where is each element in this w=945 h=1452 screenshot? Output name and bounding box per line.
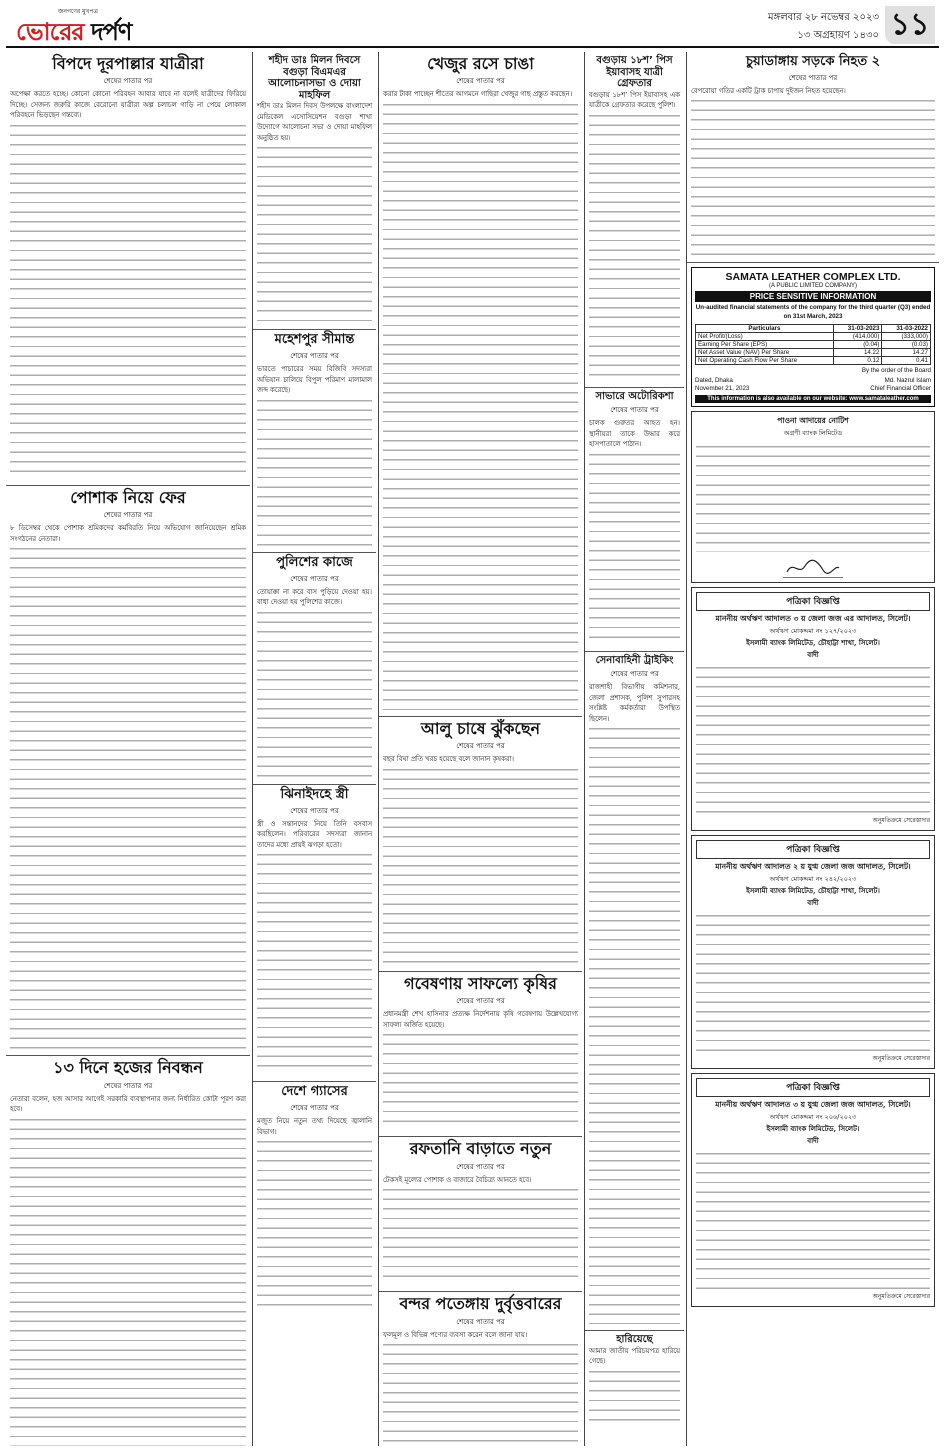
table-row	[696, 356, 931, 364]
continued-label: শেষের পাতার পর	[103, 511, 153, 520]
date-line-2: ১৩ অগ্রহায়ণ ১৪৩০	[797, 30, 879, 41]
article-jhenaidah	[253, 785, 376, 1083]
article-body-text	[383, 765, 578, 965]
article-lead: শহীদ ডাঃ মিলন দিবস উপলক্ষে বাংলাদেশ মেডিকেল এসোসিয়েশন বগুড়া শাখা উদ্যোগে আলোচনা সভা ও দোয়া মাহফিল অনুষ্ঠিত হয়।	[257, 102, 372, 142]
headline-police: পুলিশের কাজে	[276, 554, 353, 570]
price-sensitive-title: PRICE SENSITIVE INFORMATION	[695, 291, 931, 302]
headline-savar: সাভারে অটোরিকশা	[595, 390, 674, 402]
row-value-2023: 14.22	[833, 348, 882, 356]
row-value-2022: (0.03)	[882, 340, 931, 348]
table-row	[696, 348, 931, 356]
headline-gas: দেশে গ্যাসের	[281, 1084, 348, 1100]
headline-chuadanga: চুয়াডাঙ্গায় সড়কে নিহত ২	[745, 54, 881, 69]
ad-designation: Chief Financial Officer	[870, 384, 931, 392]
article-body-text	[383, 100, 578, 710]
continued-label: শেষের পাতার পর	[103, 77, 153, 86]
court-name: মাননীয় অর্থঋণ আদালত ২ য় যুগ্ম জেলা জজ আদালত, সিলেট।	[715, 861, 911, 871]
article-lead: স্ত্রী ও সন্তানদের নিয়ে তিনি বসবাস করছিলেন। পরিবারের সদস্যরা জানান তাদের মধ্যে প্রায়ই ঝগড়া হতো।	[257, 819, 372, 849]
row-value-2022: (333,000)	[882, 332, 931, 340]
signature-image	[783, 556, 843, 578]
notice-body-text	[696, 911, 930, 1051]
table-header-row	[696, 324, 931, 332]
notice-footer: অনুমতিক্রমে সেরেস্তাদার	[872, 1054, 930, 1062]
newspaper-logo	[16, 14, 131, 54]
ad-date: November 21, 2023	[695, 384, 750, 392]
article-chuadanga	[687, 52, 939, 263]
article-bondor	[379, 1292, 582, 1446]
headline-roftani: রফতানি বাড়াতে নতুন	[409, 1139, 552, 1159]
article-lead: আমার জাতীয় পরিচয়পত্র হারিয়ে গেছে।	[589, 1346, 680, 1366]
row-label: Net Asset Value (NAV) Per Share	[696, 348, 834, 356]
column-header: 31-03-2023	[833, 324, 882, 332]
ad-place-date	[695, 377, 749, 393]
financial-subtitle: Un-audited financial statements of the company for the third quarter (Q3) ended on 31st March, 2023	[695, 304, 931, 320]
masthead	[6, 4, 939, 48]
continued-label: শেষের পাতার পর	[290, 352, 339, 361]
masthead-slogan: জনগণের মুখপত্র	[58, 8, 98, 15]
notice-title: পত্রিকা বিজ্ঞপ্তি	[696, 840, 930, 859]
article-gas	[253, 1082, 376, 1313]
case-number: অর্থঋণ মোকদ্দমা নং ২০৬/২০২৩	[769, 1112, 857, 1121]
article-body-text	[589, 111, 680, 381]
article-harano	[585, 1331, 684, 1433]
court-name: মাননীয় অর্থঋণ আদালত ৩ য় যুগ্ম জেলা জজ আদালত, সিলেট।	[715, 1099, 911, 1109]
article-body-text	[383, 1340, 578, 1446]
financial-table	[695, 324, 931, 365]
article-lead: টেকসই মূল্যের পোশাক ও বাজারে বৈচিত্র্য আনতে হবে।	[383, 1175, 532, 1184]
continued-label: শেষের পাতার পর	[610, 406, 659, 415]
article-body-text	[589, 450, 680, 645]
article-lead: ফলমূল ও বিভিন্ন পণ্যের ব্যবসা করেন বলে জানা যায়।	[383, 1330, 528, 1339]
article-mohespur	[253, 330, 376, 553]
column-header: Particulars	[696, 324, 834, 332]
headline-bogura: বগুড়ায় ১৮শ’ পিস ইয়াবাসহ যাত্রী গ্রেফতার	[596, 55, 673, 89]
court-notice-3	[691, 1073, 935, 1307]
court-notice-1	[691, 587, 935, 831]
leather-complex-advertisement	[691, 267, 935, 406]
article-lead: ৮ ডিসেম্বর থেকে পোশাক শ্রমিকদের কর্মবিরতি নিয়ে অভিযোগ জানিয়েছেন শ্রমিক সংগঠনের নেতারা।	[10, 524, 246, 543]
article-hajj	[6, 1056, 250, 1446]
continued-label: শেষের পাতার পর	[610, 670, 659, 679]
article-body-text	[383, 1185, 578, 1285]
headline-gobeshona: গবেষণায় সাফল্যে কৃষির	[404, 973, 557, 993]
ad-website-line: This information is also available on our website: www.samataleather.com	[695, 395, 931, 403]
continued-label: শেষের পাতার পর	[456, 742, 505, 751]
party-label: বাদী	[807, 897, 819, 907]
article-lead: করার টাকা পাচ্ছেন শীতের আগমনে গাছিরা খেজুর গাছ প্রস্তুত করছেন।	[383, 90, 573, 99]
row-label: Earning Per Share (EPS)	[696, 340, 834, 348]
article-khejur	[379, 52, 582, 717]
article-body-text	[589, 724, 680, 1324]
headline-jhenaidah: ঝিনাইদহে স্ত্রী	[280, 786, 349, 802]
date-line-1: মঙ্গলবার ২৮ নভেম্বর ২০২৩	[768, 12, 879, 23]
column-3	[378, 52, 582, 1446]
article-gobeshona	[379, 972, 582, 1137]
headline-bipode: বিপদে দূরপাল্লার যাত্রীরা	[52, 54, 204, 73]
board-order: By the order of the Board	[861, 366, 931, 374]
notice-title: পত্রিকা বিজ্ঞপ্তি	[696, 592, 930, 611]
plaintiff-bank: ইসলামী ব্যাংক লিমিটেড, চৌহাট্টা শাখা, সিলেট।	[746, 637, 880, 647]
notice-footer: অনুমতিক্রমে সেরেস্তাদার	[872, 816, 930, 824]
article-body-text	[10, 1115, 246, 1446]
article-lead: ভারতে পাচারের সময় বিজিবি সদস্যরা অভিযান চালিয়ে বিপুল পরিমাণ মালামাল জব্দ করেছে।	[257, 365, 372, 395]
continued-label: শেষের পাতার পর	[456, 77, 505, 86]
column-4	[584, 52, 684, 1446]
column-5	[686, 52, 939, 1446]
plaintiff-bank: ইসলামী ব্যাংক লিমিটেড, চৌহাট্টা শাখা, সিলেট।	[746, 885, 880, 895]
article-body-text	[589, 1367, 680, 1427]
column-header: 31-03-2022	[882, 324, 931, 332]
continued-label: শেষের পাতার পর	[456, 997, 505, 1006]
headline-shaheed: শহীদ ডাঃ মিলন দিবসে বগুড়া বিএমএর আলোচনাসভা ও দোয়া মাহফিল	[268, 55, 361, 101]
article-lead: বগুড়ায় ১৮শ’ পিস ইয়াবাসহ এক যাত্রীকে গ্রেফতার করেছে পুলিশ।	[589, 90, 680, 110]
article-body-text	[10, 544, 246, 1049]
row-label: Net Profit/(Loss)	[696, 332, 834, 340]
page-number: ১১	[885, 6, 935, 44]
article-lead: বেপরোয়া গতির একটি ট্রাক চাপায় দুইজন নিহত হয়েছেন।	[691, 86, 846, 95]
article-lead: চালক গুরুতর আহত হন। স্থানীয়রা তাকে উদ্ধার করে হাসপাতালে পাঠান।	[589, 419, 680, 449]
article-alu	[379, 717, 582, 972]
ad-signatory: Md. Nazrul Islam	[884, 376, 931, 384]
plaintiff-bank: ইসলামী ব্যাংক লিমিটেড, সিলেট।	[766, 1123, 860, 1133]
continued-label: শেষের পাতার পর	[290, 1104, 339, 1113]
article-body-text	[257, 1137, 372, 1307]
article-shaheed	[253, 52, 376, 330]
notice-footer: অনুমতিক্রমে সেরেস্তাদার	[872, 1292, 930, 1300]
case-number: অর্থঋণ মোকদ্দমা নং ২৪২/২০২৩	[769, 874, 857, 883]
article-body-text	[257, 850, 372, 1075]
row-value-2022: 14.27	[882, 348, 931, 356]
ad-place: Dated, Dhaka	[695, 376, 733, 384]
headline-sena: সেনাবাহিনী ট্রাইকিং	[595, 654, 674, 666]
headline-alu: আলু চাষে ঝুঁকছেন	[420, 718, 541, 738]
article-sena	[585, 652, 684, 1332]
row-value-2022: 0.41	[882, 356, 931, 364]
notice-body-text	[696, 442, 930, 552]
article-body-text	[257, 396, 372, 546]
column-1	[6, 52, 250, 1446]
table-row	[696, 340, 931, 348]
court-name: মাননীয় অর্থঋণ আদালত ৩ য় জেলা জজ এর আদালত, সিলেট।	[715, 613, 911, 623]
party-label: বাদী	[807, 1135, 819, 1145]
row-value-2023: (0.04)	[833, 340, 882, 348]
article-lead: রাজশাহী বিভাগীয় কমিশনার, জেলা প্রশাসক, পুলিশ সুপারসহ সংশ্লিষ্ট কর্মকর্তারা উপস্থিত ছিলেন।	[589, 683, 680, 723]
continued-label: শেষের পাতার পর	[290, 574, 339, 583]
party-label: বাদী	[807, 649, 819, 659]
article-lead: বছর বিঘা প্রতি খরচ হয়েছে বলে জানান কৃষকরা।	[383, 755, 514, 764]
recovery-notice	[691, 411, 935, 583]
headline-mohespur: মহেশপুর সীমান্ত	[274, 332, 355, 348]
article-body-text	[383, 1030, 578, 1130]
court-notice-2	[691, 835, 935, 1069]
article-bipode	[6, 52, 250, 486]
continued-label: শেষের পাতার পর	[456, 1317, 505, 1326]
notice-subtitle: অগ্রণী ব্যাংক লিমিটেড	[783, 428, 843, 437]
continued-label: শেষের পাতার পর	[103, 1081, 153, 1090]
article-poshak	[6, 486, 250, 1056]
article-body-text	[691, 96, 935, 256]
logo-red-text: ভোরের	[16, 17, 84, 46]
row-value-2023: 0.12	[833, 356, 882, 364]
headline-khejur: খেজুর রসে চাঙা	[427, 54, 534, 73]
article-lead: অপেক্ষা করতে হচ্ছে। কোনো কোনো পরিবহন আবার যাবে না বলেই যাত্রীদের ফিরিয়ে দিচ্ছে। সেজন্য জরুরি কাজে বেরোনো যাত্রীরা অল্প চলাচল গাড়ি না পেয়ে লোকাল পরিবহনে ভিড়ছেন গন্তব্যে।	[10, 90, 246, 120]
headline-hajj: ১৩ দিনে হজের নিবন্ধন	[53, 1058, 203, 1078]
continued-label: শেষের পাতার পর	[788, 73, 838, 82]
notice-title: পত্রিকা বিজ্ঞপ্তি	[696, 1078, 930, 1097]
article-body-text	[10, 121, 246, 479]
column-2	[252, 52, 376, 1446]
logo-black-text: দর্পণ	[91, 17, 132, 46]
company-tagline: (A PUBLIC LIMITED COMPANY)	[769, 283, 857, 290]
notice-body-text	[696, 1149, 930, 1289]
headline-bondor: বন্দর পতেঙ্গায় দুর্বৃত্তবারের	[399, 1294, 562, 1314]
company-name: SAMATA LEATHER COMPLEX LTD.	[725, 271, 901, 284]
notice-body-text	[696, 663, 930, 813]
article-body-text	[257, 143, 372, 323]
continued-label: শেষের পাতার পর	[456, 1162, 505, 1171]
article-lead: তোয়াক্কা না করে বাস পুড়িয়ে দেওয়া হয়। বাধা দেওয়া হয় পুলিশের কাজে।	[257, 587, 372, 607]
ad-signatory-block	[870, 377, 931, 393]
headline-poshak: পোশাক নিয়ে ফের	[70, 487, 186, 507]
article-lead: নেতারা বলেন, হজ আসার আগেই সরকারি ব্যবস্থাপনার জন্য নির্ধারিত কোটা পূরণ করা হবে।	[10, 1094, 246, 1114]
article-roftani	[379, 1137, 582, 1292]
article-police	[253, 553, 376, 785]
ad-footer	[695, 377, 931, 393]
article-body-text	[257, 608, 372, 778]
row-value-2023: (414,000)	[833, 332, 882, 340]
notice-title: পাওনা আদায়ের নোটিশ	[777, 415, 849, 425]
article-savar	[585, 388, 684, 652]
case-number: অর্থঋণ মোকদ্দমা নং ১২৭/২০২৩	[769, 626, 857, 635]
continued-label: শেষের পাতার পর	[290, 806, 339, 815]
table-row	[696, 332, 931, 340]
headline-harano: হারিয়েছে	[616, 1334, 653, 1346]
article-lead: মজুত নিয়ে নতুন তথ্য দিয়েছে জ্বালানি বিভাগ।	[257, 1117, 372, 1136]
article-lead: প্রধানমন্ত্রী শেখ হাসিনার প্রত্যক্ষ নির্দেশনায় কৃষি গবেষণায় উল্লেখযোগ্য সাফল্য অর্জিত হয়েছে।	[383, 1010, 578, 1029]
article-bogura	[585, 52, 684, 388]
row-label: Net Operating Cash Flow Per Share	[696, 356, 834, 364]
